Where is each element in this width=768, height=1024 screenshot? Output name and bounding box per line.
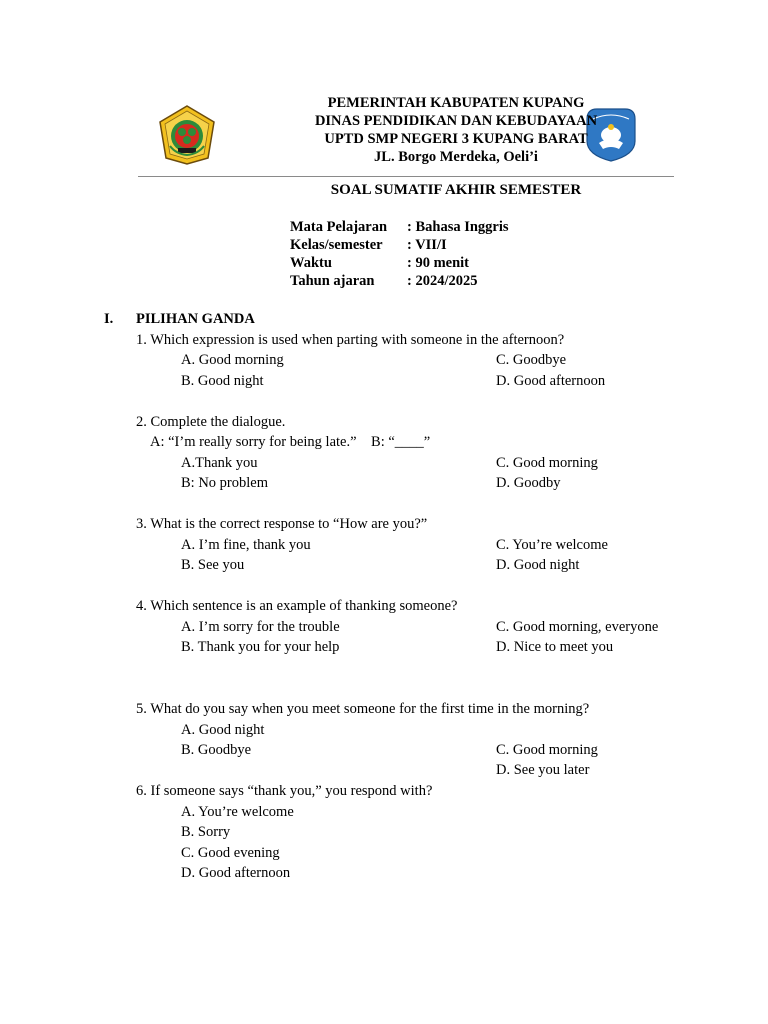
question-4: 4. Which sentence is an example of thanking someone? [136,598,458,614]
q1-option-d: D. Good afternoon [496,373,606,389]
q5-option-d: D. See you later [496,762,590,778]
q3-option-a: A. I’m fine, thank you [181,537,311,553]
info-value-subject: : Bahasa Inggris [407,219,509,235]
q3-option-d: D. Good night [496,557,580,573]
info-value-year: : 2024/2025 [407,273,478,289]
q6-option-a: A. You’re welcome [181,804,294,820]
header-department: DINAS PENDIDIKAN DAN KEBUDAYAAN [314,113,598,129]
section-number: I. [104,311,114,327]
q2-option-c: C. Good morning [496,455,598,471]
q6-option-d: D. Good afternoon [181,865,291,881]
question-3: 3. What is the correct response to “How are you?” [136,516,428,532]
header-government: PEMERINTAH KABUPATEN KUPANG [327,95,585,111]
section-title: PILIHAN GANDA [136,311,255,327]
q4-option-d: D. Nice to meet you [496,639,614,655]
q1-option-c: C. Goodbye [496,352,567,368]
info-label-time: Waktu [290,255,332,271]
q4-option-c: C. Good morning, everyone [496,619,659,635]
header-address: JL. Borgo Merdeka, Oeli’i [374,149,538,165]
q4-option-b: B. Thank you for your help [181,639,340,655]
q2-option-d: D. Goodby [496,475,561,491]
question-1: 1. Which expression is used when parting with someone in the afternoon? [136,332,565,348]
q1-option-a: A. Good morning [181,352,284,368]
question-5: 5. What do you say when you meet someone for the first time in the morning? [136,701,590,717]
question-2: 2. Complete the dialogue. [136,414,286,430]
q3-option-b: B. See you [181,557,245,573]
q4-option-a: A. I’m sorry for the trouble [181,619,340,635]
info-label-year: Tahun ajaran [290,273,375,289]
info-value-time: : 90 menit [407,255,470,271]
info-value-class: : VII/I [407,237,447,253]
q5-option-c: C. Good morning [496,742,598,758]
q5-option-a: A. Good night [181,722,265,738]
q1-option-b: B. Good night [181,373,264,389]
q6-option-c: C. Good evening [181,845,280,861]
q2-option-a: A.Thank you [181,455,258,471]
question-6: 6. If someone says “thank you,” you respond with? [136,783,433,799]
q6-option-b: B. Sorry [181,824,231,840]
exam-title: SOAL SUMATIF AKHIR SEMESTER [330,182,582,198]
header-divider [138,176,674,177]
q5-option-b: B. Goodbye [181,742,252,758]
info-label-class: Kelas/semester [290,237,383,253]
question-2-dialogue: A: “I’m really sorry for being late.” B: “____” [150,434,431,450]
q3-option-c: C. You’re welcome [496,537,608,553]
q2-option-b: B: No problem [181,475,268,491]
header-school: UPTD SMP NEGERI 3 KUPANG BARAT [324,131,588,147]
info-label-subject: Mata Pelajaran [290,219,388,235]
